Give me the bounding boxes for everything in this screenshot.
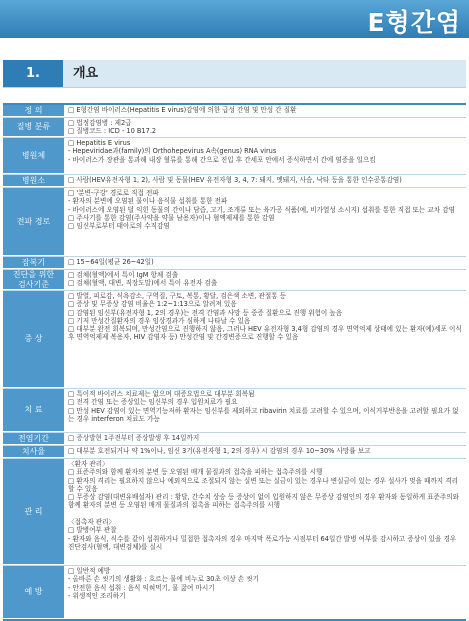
row-content: □ 증상발현 1주전부터 증상발생 후 14일까지: [68, 434, 200, 442]
row-content: □ E형간염 바이러스(Hepatitis E virus)감염에 의한 급성 간염 및 만성 간 질환: [68, 106, 297, 114]
table-row: [3, 138, 466, 175]
row-content: □ 대부분 호전되거나 약 1%이나, 임신 3기(유전자형 1, 2의 경우) 시 감염의 경우 10~30% 사망률 보고: [68, 447, 371, 455]
row-label: 치사율: [3, 446, 64, 458]
row-content: □ 법정감염병 : 제2급 □ 질병코드 : ICD - 10 B17.2: [68, 119, 157, 136]
section-heading: [3, 60, 466, 88]
table-row: [3, 291, 466, 389]
row-content: □ 일반적 예방 - 올바른 손 씻기의 생활화 : 흐르는 물에 비누로 30초 이상 손 씻기 - 안전한 음식 섭취 : 음식 익혀먹기, 물 끓여 마시기 - 위생적인 조리하기: [68, 567, 260, 600]
row-content: □ Hepatitis E virus - Hepeviridae과(family)의 Orthohepevirus A속(genus) RNA virus - 바이러스가 장관을 통과해 내장 혈류를 통해 간으로 진입 후 간세포 안에서 증식하면서 간에 염증을 일으킴: [68, 139, 376, 164]
table-row: [3, 433, 466, 446]
row-content: □ 사람(HEV유전자형 1, 2), 사람 및 동물(HEV 유전자형 3, 4, 7: 돼지, 멧돼지, 사슴, 낙타 등을 통한 인수공통감염): [68, 176, 402, 184]
section-number: 1.: [3, 60, 63, 87]
row-label: 관 리: [3, 459, 64, 565]
row-content: □ '분변-구강' 경로로 직접 전파 - 환자의 분변에 오염된 물이나 음식물 섭취를 통한 전파 - 바이러스에 오염된 덜 익힌 동물의 간이나 담즙, 고기, 조개류 또는 육가공 식품(예, 비가열성 소시지) 섭취를 통한 직접 또는 교차 감염 □ 주사기를 통한 감염(주사약을 약물 남용자)이나 혈액제제를 통한 감염 □ 임신부로부터 태아로의 수직감염: [68, 189, 455, 231]
row-label: 증 상: [3, 291, 64, 388]
row-label: 전염기간: [3, 433, 64, 445]
row-label: 병원소: [3, 175, 64, 187]
row-content: □ 발열, 피로감, 식욕감소, 구역질, 구토, 복통, 황달, 검은색 소변, 관절통 등 □ 증상 및 무증상 감염 비율은 1:2~1:13으로 알려져 있음 □ 감염된 임신부(유전자형 1, 2의 경우)는 전격 간염과 사망 등 중증 질환으로 진행 위험이 높음 □ 기저 만성간질환자의 경우 임상경과가 심하게 나타날 수 있음 □ 대부분 완전 회복되며, 만성간염으로 진행하지 않음, 그러나 HEV 유전자형 3,4형 감염의 경우 면역억제 상태에 있는 환자(예)세포 이식 후 면역억제제 복용자, HIV 감염자 등) 만성간염 및 간경변증으로 진행할 수 있음: [68, 292, 462, 342]
row-label: 병원체: [3, 138, 64, 174]
table-row: [3, 175, 466, 188]
table-row: [3, 389, 466, 433]
row-label: 진단을 위한 검사기준: [3, 270, 64, 290]
table-row: [3, 446, 466, 459]
row-label: 치 료: [3, 389, 64, 432]
row-content: □ 15~64일(평균 26~42일): [68, 258, 154, 266]
table-row: [3, 270, 466, 291]
banner-title: E형간염: [367, 8, 461, 37]
row-label: 질병 분류: [3, 118, 64, 137]
table-row: [3, 566, 466, 619]
row-content: □ 특이적 바이러스 치료제는 없으며 대증요법으로 대부분 회복됨 □ 전격 간염 또는 증상있는 임신부의 경우 입원치료가 필요 □ 만성 HEV 감염이 있는 면역기능저하 환자는 임신부를 제외하고 ribavirin 치료를 고려할 수 있으며, 이식거부반응을 고려할 필요가 없는 경우 interferon 치료도 가능: [68, 390, 459, 423]
table-row: [3, 459, 466, 566]
row-label: 정 의: [3, 105, 64, 117]
row-content: □ 검체(혈액)에서 특이 IgM 항체 검출 □ 검체(혈액, 대변, 직장도말)에서 특이 유전자 검출: [68, 271, 218, 288]
table-row: [3, 188, 466, 257]
section-title: 개요: [73, 66, 99, 81]
row-label: 전파 경로: [3, 188, 64, 256]
overview-table: [3, 103, 466, 621]
header-banner: [0, 0, 469, 38]
row-label: 예 방: [3, 566, 64, 619]
table-row: [3, 118, 466, 138]
table-row: [3, 257, 466, 270]
row-content: 〈환자 관리〉 □ 표준주의와 함께 환자의 분변 등 오염된 매개 물질과의 접촉을 피하는 접촉주의를 시행 □ 환자의 격리는 필요하지 않으나 예외적으로 조절되지 않는 실변 또는 실금이 있는 경우나 변실금이 있는 경우 설사가 멎을 때까지 격리할 수 있음 □ 무증상 감염(대변유배설자) 관리 : 황달, 간수치 상승 등 증상이 없이 입원하지 않은 무증상 감염인의 경우 환자와 동일하게 표준주의와 함께 환자의 분변 등 오염된 매개 물질과의 접촉을 피하는 접촉주의를 시행 〈접촉자 관리〉 □ 발병여부 관찰 - 환자와 음식, 식수를 같이 섭취하거나 밀접한 접촉자의 경우 마지막 폭로가능 시점부터 64일간 발병 여부를 감시하고 증상이 있을 경우 진단검사(혈액, 대변검체)를 실시: [68, 460, 460, 551]
row-label: 잠복기: [3, 257, 64, 269]
table-row: [3, 105, 466, 118]
